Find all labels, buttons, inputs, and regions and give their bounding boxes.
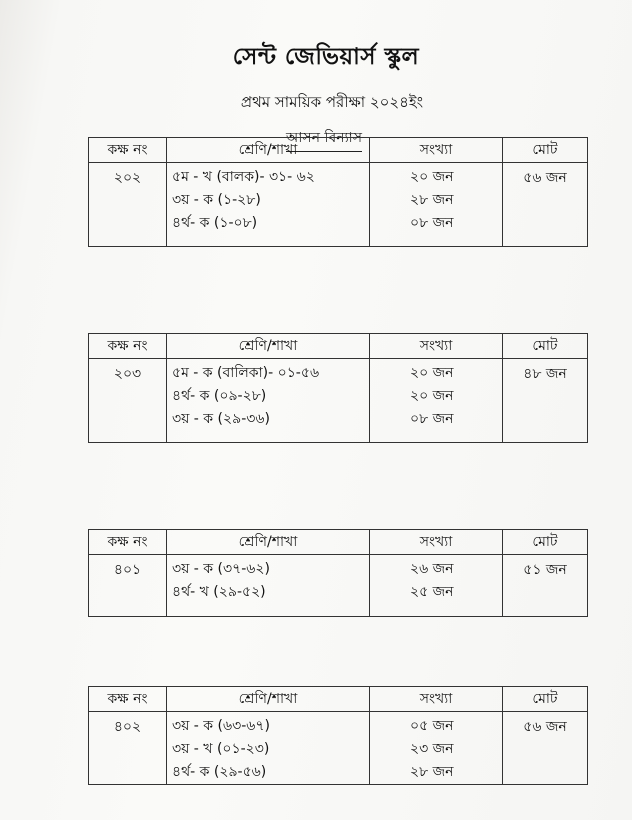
room-total: ৫৬ জন	[503, 163, 588, 247]
header-count: সংখ্যা	[370, 530, 503, 555]
header-class-section: শ্রেণি/শাখা	[167, 138, 370, 163]
document-header	[0, 38, 632, 152]
class-list	[167, 712, 370, 785]
count-entry: ২০ জন	[410, 169, 454, 185]
count-entry: ০৮ জন	[410, 215, 454, 231]
table-row	[89, 359, 588, 443]
count-list	[370, 163, 503, 247]
class-entry: ৩য় - ক (১-২৮)	[172, 192, 261, 208]
room-number: ৪০১	[89, 555, 167, 617]
table-row	[89, 163, 588, 247]
room-total: ৫৬ জন	[503, 712, 588, 785]
class-entry: ৩য় - ক (৩৭-৬২)	[172, 561, 270, 577]
school-name: সেন্ট জেভিয়ার্স স্কুল	[232, 44, 420, 70]
room-number: ২০৩	[89, 359, 167, 443]
class-list	[167, 555, 370, 617]
header-class-section: শ্রেণি/শাখা	[167, 334, 370, 359]
class-entry: ৪র্থ- খ (২৯-৫২)	[172, 584, 266, 600]
class-entry: ৫ম - ক (বালিকা)- ০১-৫৬	[172, 365, 320, 381]
exam-title: প্রথম সাময়িক পরীক্ষা ২০২৪ইং	[240, 93, 424, 111]
count-entry: ২৩ জন	[410, 741, 454, 757]
header-count: সংখ্যা	[370, 687, 503, 712]
class-entry: ৪র্থ- ক (২৯-৫৬)	[172, 764, 267, 780]
header-room: কক্ষ নং	[89, 334, 167, 359]
room-table	[88, 333, 588, 443]
table-header-row	[89, 530, 588, 555]
room-table	[88, 686, 588, 785]
room-total: ৪৮ জন	[503, 359, 588, 443]
room-number: ২০২	[89, 163, 167, 247]
class-entry: ৪র্থ- ক (০৯-২৮)	[172, 388, 267, 404]
class-entry: ৫ম - খ (বালক)- ৩১- ৬২	[172, 169, 315, 185]
class-entry: ৩য় - ক (৬৩-৬৭)	[172, 718, 270, 734]
count-list	[370, 359, 503, 443]
count-list	[370, 712, 503, 785]
count-entry: ২৮ জন	[410, 192, 454, 208]
class-entry: ৩য় - খ (০১-২৩)	[172, 741, 270, 757]
class-entry: ৩য় - ক (২৯-৩৬)	[172, 411, 270, 427]
table-header-row	[89, 138, 588, 163]
seating-title: আসন বিন্যাস	[286, 126, 362, 152]
room-total: ৫১ জন	[503, 555, 588, 617]
header-class-section: শ্রেণি/শাখা	[167, 530, 370, 555]
count-entry: ২৮ জন	[410, 764, 454, 780]
header-room: কক্ষ নং	[89, 138, 167, 163]
count-entry: ২০ জন	[410, 365, 454, 381]
room-number: ৪০২	[89, 712, 167, 785]
class-list	[167, 359, 370, 443]
header-room: কক্ষ নং	[89, 687, 167, 712]
table-header-row	[89, 687, 588, 712]
count-entry: ২০ জন	[410, 388, 454, 404]
header-total: মোট	[503, 530, 588, 555]
count-list	[370, 555, 503, 617]
header-total: মোট	[503, 334, 588, 359]
header-count: সংখ্যা	[370, 138, 503, 163]
header-total: মোট	[503, 687, 588, 712]
count-entry: ০৫ জন	[410, 718, 454, 734]
class-list	[167, 163, 370, 247]
class-entry: ৪র্থ- ক (১-০৮)	[172, 215, 258, 231]
count-entry: ০৮ জন	[410, 411, 454, 427]
table-row	[89, 555, 588, 617]
room-table	[88, 137, 588, 247]
count-entry: ২৫ জন	[410, 584, 454, 600]
header-total: মোট	[503, 138, 588, 163]
count-entry: ২৬ জন	[410, 561, 454, 577]
header-class-section: শ্রেণি/শাখা	[167, 687, 370, 712]
table-row	[89, 712, 588, 785]
header-room: কক্ষ নং	[89, 530, 167, 555]
header-count: সংখ্যা	[370, 334, 503, 359]
table-header-row	[89, 334, 588, 359]
room-table	[88, 529, 588, 617]
